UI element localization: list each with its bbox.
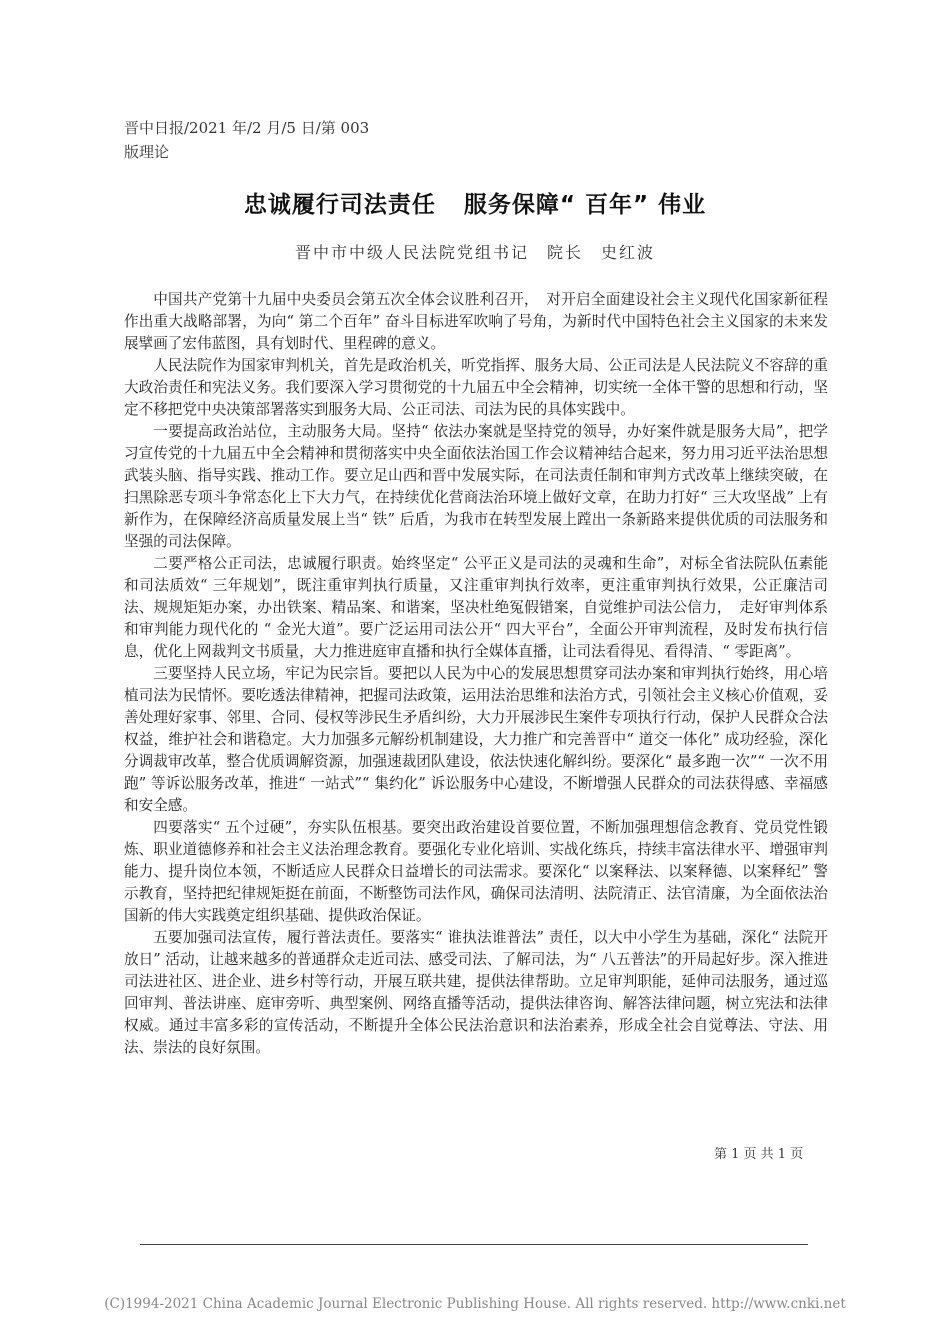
paragraph: 五要加强司法宣传，履行普法责任。要落实“ 谁执法谁普法” 责任，以大中小学生为基础，深化“ 法院开放日” 活动，让越来越多的普通群众走近司法、感受司法、了解司法，为“ 八五普法”的开局起好步。深入推进司法进社区、进企业、进乡村等行动，开展互联共建，提供法律帮助。立足审判职能，延伸司法服务，通过巡回审判、普法讲座、庭审旁听、典型案例、网络直播等活动，提供法律咨询、解答法律问题，树立宪法和法律权威。通过丰富多彩的宣传活动，不断提升全体公民法治意识和法治素养，形成全社会自觉尊法、守法、用法、崇法的良好氛围。 (124, 929, 828, 1056)
paragraph: 三要坚持人民立场，牢记为民宗旨。要把以人民为中心的发展思想贯穿司法办案和审判执行始终，用心培植司法为民情怀。要吃透法律精神，把握司法政策，运用法治思维和法治方式，引领社会主义核心价值观，妥善处理好家事、邻里、合同、侵权等涉民生矛盾纠纷，大力开展涉民生案件专项执行行动，保护人民群众合法权益，维护社会和谐稳定。大力加强多元解纷机制建设，大力推广和完善晋中“ 道交一体化” 成功经验，深化分调裁审改革，整合优质调解资源，加强速裁团队建设，依法快速化解纠纷。要深化“ 最多跑一次”“ 一次不用跑” 等诉讼服务改革，推进“ 一站式”“ 集约化” 诉讼服务中心建设，不断增强人民群众的司法获得感、幸福感和安全感。 (124, 665, 828, 814)
copyright-notice: (C)1994-2021 China Academic Journal Electronic Publishing House. All rights reserved. http://www.cnki.net (104, 1296, 846, 1312)
publication-source (124, 116, 384, 164)
paragraph: 四要落实“ 五个过硬”，夯实队伍根基。要突出政治建设首要位置，不断加强理想信念教育、党员党性锻炼、职业道德修养和社会主义法治理念教育。要强化专业化培训、实战化练兵，持续丰富法律水平、增强审判能力、提升岗位本领，不断适应人民群众日益增长的司法需求。要深化“ 以案释法、以案释德、以案释纪” 警示教育，坚持把纪律规矩挺在前面，不断整饬司法作风，确保司法清明、法院清正、法官清廉，为全面依法治国新的伟大实践奠定组织基础、提供政治保证。 (124, 819, 828, 924)
title-part-1: 忠诚履行司法责任 (243, 192, 436, 218)
article-body (124, 289, 828, 1059)
title-part-2: 服务保障“ 百年” 伟业 (463, 192, 707, 218)
paragraph: 一要提高政治站位，主动服务大局。坚持“ 依法办案就是坚持党的领导，办好案件就是服务大局”，把学习宣传党的十九届五中全会精神和贯彻落实中央全面依法治国工作会议精神结合起来，努力用习近平法治思想武装头脑、指导实践、推动工作。要立足山西和晋中发展实际，在司法责任制和审判方式改革上继续突破，在扫黑除恶专项斗争常态化上下大力气，在持续优化营商法治环境上做好文章，在助力打好“ 三大攻坚战” 上有新作为，在保障经济高质量发展上当“ 铁” 后盾，为我市在转型发展上蹚出一条新路来提供优质的司法服务和坚强的司法保障。 (124, 423, 828, 550)
author-byline: 晋中市中级人民法院党组书记 院长 史红波 (294, 243, 655, 262)
page-number: 第 1 页 共 1 页 (714, 1147, 804, 1162)
paragraph: 人民法院作为国家审判机关，首先是政治机关，听党指挥、服务大局、公正司法是人民法院义不容辞的重大政治责任和宪法义务。我们要深入学习贯彻党的十九届五中全会精神，切实统一全体干警的思想和行动，坚定不移把党中央决策部署落实到服务大局、公正司法、司法为民的具体实践中。 (124, 357, 828, 418)
source-line-2: 版理论 (124, 143, 170, 161)
paragraph: 中国共产党第十九届中央委员会第五次全体会议胜利召开， 对开启全面建设社会主义现代化国家新征程作出重大战略部署，为向“ 第二个百年” 奋斗目标进军吹响了号角，为新时代中国特色社会主义国家的未来发展擘画了宏伟蓝图，具有划时代、里程碑的意义。 (124, 291, 828, 352)
paragraph: 二要严格公正司法，忠诚履行职责。始终坚定“ 公平正义是司法的灵魂和生命”，对标全省法院队伍素能和司法质效“ 三年规划”，既注重审判执行质量，又注重审判执行效率，更注重审判执行效果，公正廉洁司法、规规矩矩办案，办出铁案、精品案、和谐案，坚决杜绝冤假错案，自觉维护司法公信力， 走好审判体系和审判能力现代化的 “ 金光大道”。要广泛运用司法公开“ 四大平台”，全面公开审判流程，及时发布执行信息，优化上网裁判文书质量，大力推进庭审直播和执行全媒体直播，让司法看得见、看得清、“ 零距离”。 (124, 555, 828, 660)
footer-divider (140, 1244, 808, 1245)
source-line-1: 晋中日报/2021 年/2 月/5 日/第 003 (124, 119, 370, 137)
article-title (0, 186, 950, 219)
